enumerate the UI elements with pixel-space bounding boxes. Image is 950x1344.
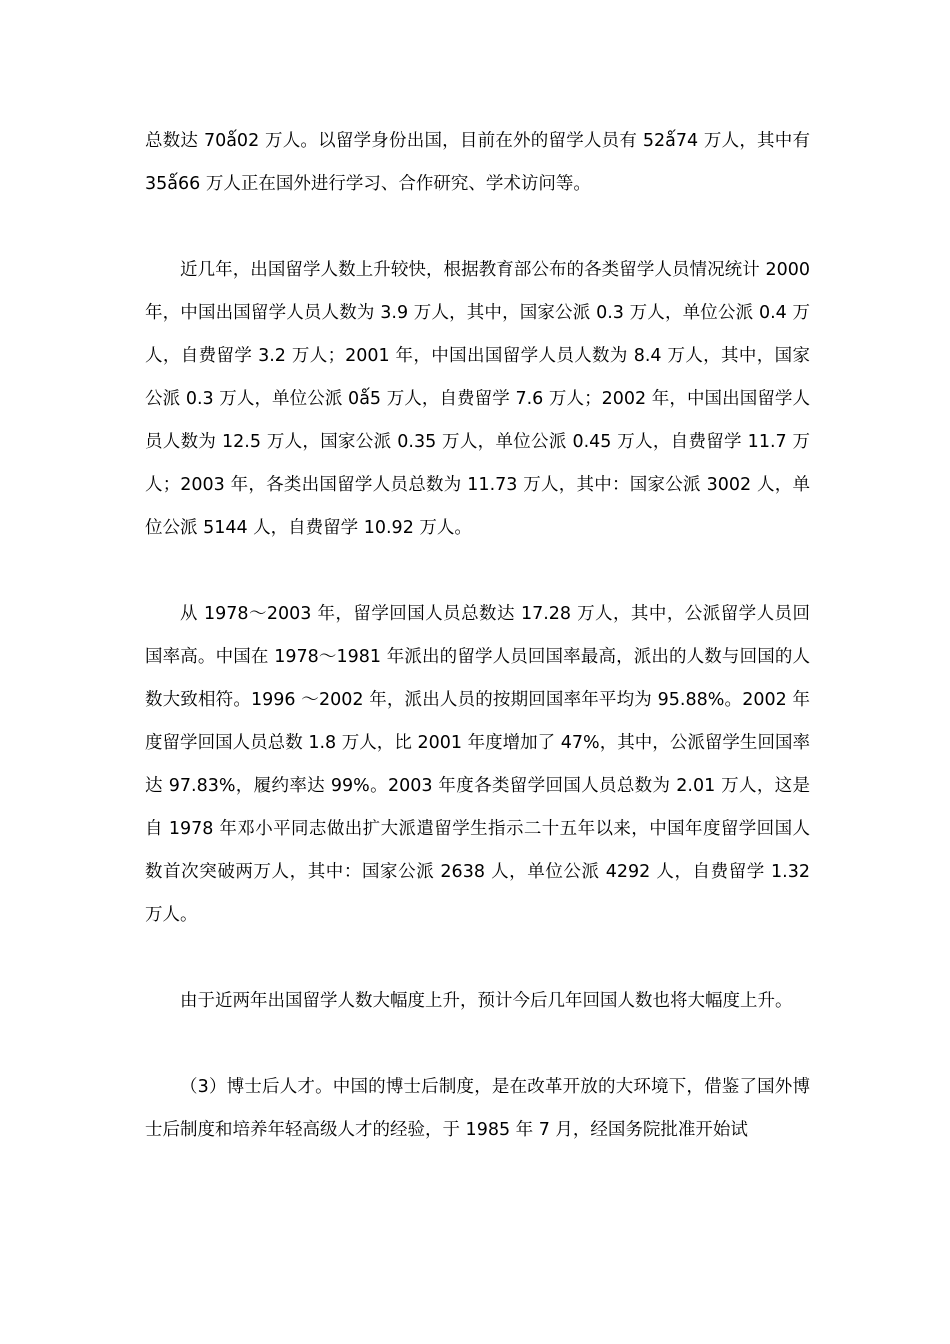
paragraph-postdoc: （3）博士后人才。中国的博士后制度，是在改革开放的大环境下，借鉴了国外博士后制度和培养年轻高级人才的经验，于 1985 年 7 月，经国务院批准开始试 <box>145 1077 810 1140</box>
paragraph-continuation: 总数达 70ǻ02 万人。以留学身份出国，目前在外的留学人员有 52ǻ74 万人，其中有 35ǻ66 万人正在国外进行学习、合作研究、学术访问等。 <box>145 131 810 194</box>
paragraph-outbound-statistics: 近几年，出国留学人数上升较快，根据教育部公布的各类留学人员情况统计 2000 年，中国出国留学人员人数为 3.9 万人，其中，国家公派 0.3 万人，单位公派 0.4 万人，自费留学 3.2 万人；2001 年，中国出国留学人员人数为 8.4 万人，其中，国家公派 0.3 万人，单位公派 0ǻ5 万人，自费留学 7.6 万人；2002 年，中国出国留学人员人数为 12.5 万人，国家公派 0.35 万人，单位公派 0.45 万人，自费留学 11.7 万人；2003 年，各类出国留学人员总数为 11.73 万人，其中：国家公派 3002 人，单位公派 5144 人，自费留学 10.92 万人。 <box>145 260 810 538</box>
document-body <box>145 120 810 1152</box>
paragraph-gap <box>145 937 810 980</box>
paragraph-forecast: 由于近两年出国留学人数大幅度上升，预计今后几年回国人数也将大幅度上升。 <box>180 991 793 1011</box>
paragraph-gap <box>145 206 810 249</box>
paragraph-returnee-statistics: 从 1978～2003 年，留学回国人员总数达 17.28 万人，其中，公派留学人员回国率高。中国在 1978～1981 年派出的留学人员回国率最高，派出的人数与回国的人数大致相符。1996 ～2002 年，派出人员的按期回国率年平均为 95.88%。2002 年度留学回国人员总数 1.8 万人，比 2001 年度增加了 47%，其中，公派留学生回国率达 97.83%，履约率达 99%。2003 年度各类留学回国人员总数为 2.01 万人，这是自 1978 年邓小平同志做出扩大派遣留学生指示二十五年以来，中国年度留学回国人数首次突破两万人，其中：国家公派 2638 人，单位公派 4292 人，自费留学 1.32 万人。 <box>145 604 810 925</box>
paragraph-gap <box>145 1023 810 1066</box>
paragraph-gap <box>145 550 810 593</box>
